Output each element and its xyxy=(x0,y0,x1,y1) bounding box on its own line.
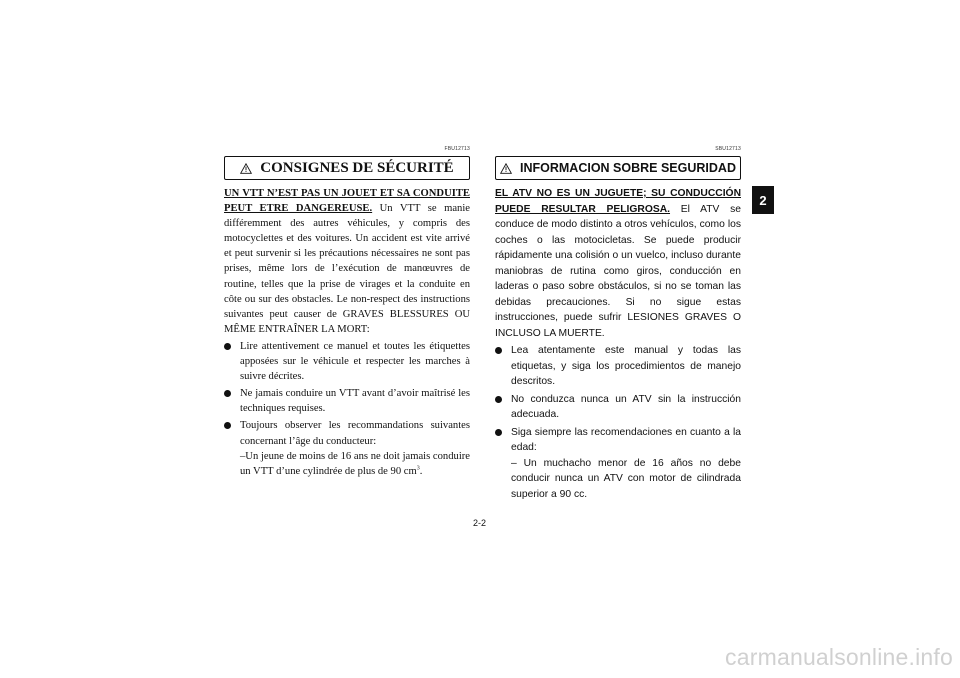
page-number: 2-2 xyxy=(473,518,487,528)
bullet-dot-icon xyxy=(495,347,502,354)
list-item xyxy=(495,343,741,390)
warning-triangle-icon xyxy=(240,163,252,174)
intro-text: Un VTT se manie différemment des autres véhicules, y compris des motocyclettes et des voitures. Un accident est vite arrivé et peut survenir si les précautions nécessaires ne sont pas prises, même lors de l’exécution de manœuvres de routine, telles que la prise de virages et la conduite en côte ou sur des obstacles. Le non-respect des instructions suivantes peut causer de GRAVES BLESSURES OU MÊME ENTRAÎNER LA MORT: xyxy=(224,203,470,335)
age-note xyxy=(240,449,470,479)
section-title: CONSIGNES DE SÉCURITÉ xyxy=(260,159,454,176)
french-column xyxy=(224,146,470,481)
age-note: – Un muchacho menor de 16 años no debe conducir nunca un ATV con motor de cilindrada superior a 90 cc. xyxy=(511,457,741,500)
section-banner xyxy=(495,156,741,180)
list-item-text: Siga siempre las recomendaciones en cuanto a la edad: xyxy=(511,426,741,453)
list-item xyxy=(495,392,741,423)
bullet-dot-icon xyxy=(224,390,231,397)
chapter-tab: 2 xyxy=(752,186,774,214)
list-item xyxy=(224,339,470,384)
list-item-text: No conduzca nunca un ATV sin la instrucción adecuada. xyxy=(511,393,741,420)
list-item-text: Toujours observer les recommandations suivantes concernant l’âge du conducteur: xyxy=(240,420,470,447)
section-code: FBU12713 xyxy=(444,146,470,152)
section-title: INFORMACION SOBRE SEGURIDAD xyxy=(520,161,736,175)
intro-text: El ATV se conduce de modo distinto a otros vehículos, como los coches o las motocicletas. Se puede producir rápidamente una colisión o un vuelco, incluso durante maniobras de rutina como giros, conducción en laderas o paso sobre obstáculos, si no se toman las debidas precauciones. Si no sigue estas instrucciones, puede sufrir LESIONES GRAVES O INCLUSO LA MUERTE. xyxy=(495,203,741,339)
list-item xyxy=(495,425,741,503)
intro-paragraph xyxy=(224,186,470,337)
list-item xyxy=(224,418,470,478)
watermark: carmanualsonline.info xyxy=(725,644,953,670)
unit-superscript: 3 xyxy=(416,465,420,472)
spanish-body xyxy=(495,186,741,502)
age-note-end: . xyxy=(419,465,423,477)
intro-warning: EL ATV NO ES UN JUGUETE; SU CONDUCCIÓN PUEDE RESULTAR PELIGROSA. xyxy=(495,188,741,215)
french-body xyxy=(224,186,470,479)
instruction-list xyxy=(495,343,741,502)
list-item-text: Lire attentivement ce manuel et toutes les étiquettes apposées sur le véhicule et respecter les marches à suivre décrites. xyxy=(240,340,470,383)
list-item-text: Ne jamais conduire un VTT avant d’avoir maîtrisé les techniques requises. xyxy=(240,388,470,415)
section-banner xyxy=(224,156,470,180)
section-code: SBU12713 xyxy=(715,146,741,152)
age-note-text: –Un jeune de moins de 16 ans ne doit jamais conduire un VTT d’une cylindrée de plus de 90 cm xyxy=(240,450,470,477)
bullet-dot-icon xyxy=(495,396,502,403)
bullet-dot-icon xyxy=(495,429,502,436)
bullet-dot-icon xyxy=(224,422,231,429)
intro-warning: UN VTT N’EST PAS UN JOUET ET SA CONDUITE PEUT ETRE DANGEREUSE. xyxy=(224,188,470,215)
intro-paragraph xyxy=(495,186,741,341)
list-item xyxy=(224,386,470,416)
warning-triangle-icon xyxy=(500,163,512,174)
bullet-dot-icon xyxy=(224,343,231,350)
instruction-list xyxy=(224,339,470,479)
spanish-column xyxy=(495,146,741,504)
list-item-text: Lea atentamente este manual y todas las etiquetas, y siga los procedimientos de manejo descritos. xyxy=(511,345,741,387)
